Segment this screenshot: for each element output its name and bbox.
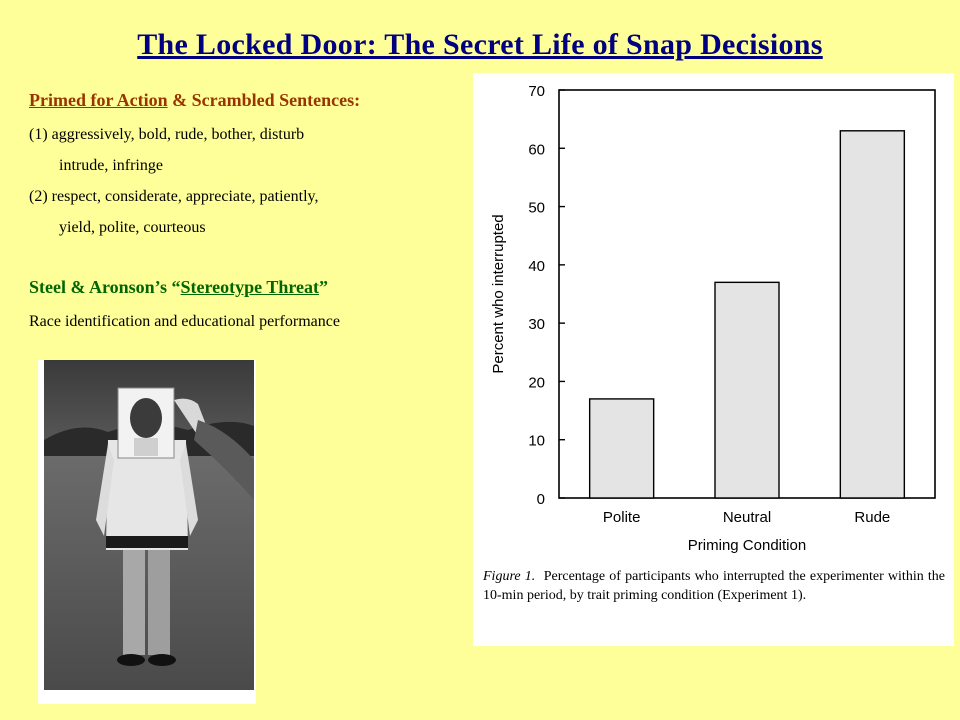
- y-tick-label: 40: [528, 257, 545, 275]
- y-tick-label: 30: [528, 316, 545, 334]
- y-tick-label: 70: [528, 83, 545, 100]
- photo-illustration: [38, 360, 256, 704]
- figure-caption: [483, 567, 945, 605]
- y-tick-label: 20: [528, 374, 545, 392]
- stereotype-heading-post: ”: [319, 277, 328, 297]
- stereotype-body: Race identification and educational performance: [29, 313, 340, 330]
- stereotype-heading: [29, 277, 479, 298]
- x-tick-label: Neutral: [722, 509, 772, 526]
- word-list-line-1: (1) aggressively, bold, rude, bother, disturb: [29, 126, 305, 143]
- bar-rude: [840, 131, 904, 498]
- priming-heading: [29, 90, 479, 111]
- figure-label: Figure 1.: [483, 569, 536, 584]
- man-holding-photo-image: [38, 360, 256, 704]
- figure-caption-text: Percentage of participants who interrupted the experimenter within the 10-min period, by trait priming condition (Experiment 1).: [483, 569, 946, 603]
- y-tick-label: 0: [536, 491, 545, 508]
- y-tick-label: 10: [528, 432, 545, 450]
- x-tick-label: Rude: [854, 509, 891, 526]
- priming-heading-rest: & Scrambled Sentences:: [167, 90, 361, 110]
- word-list-line-4: yield, polite, courteous: [59, 219, 206, 236]
- word-list-line-3: (2) respect, considerate, appreciate, patiently,: [29, 188, 319, 205]
- bar-polite: [590, 399, 654, 498]
- stereotype-heading-pre: Steel & Aronson’s “: [29, 277, 181, 297]
- bar-chart-figure: [473, 73, 954, 646]
- text-column: [29, 90, 479, 337]
- x-tick-label: Polite: [602, 509, 641, 526]
- x-axis-label: Priming Condition: [687, 537, 807, 554]
- word-list-line-2: intrude, infringe: [59, 157, 163, 174]
- y-axis-label: Percent who interrupted: [490, 214, 507, 374]
- bar-chart: [473, 73, 954, 563]
- primed-for-action-link[interactable]: Primed for Action: [29, 90, 168, 110]
- bar-neutral: [715, 282, 779, 498]
- stereotype-threat-link[interactable]: Stereotype Threat: [180, 277, 319, 297]
- y-tick-label: 60: [528, 141, 545, 159]
- slide-title: The Locked Door: The Secret Life of Snap Decisions: [137, 28, 823, 61]
- y-tick-label: 50: [528, 199, 545, 217]
